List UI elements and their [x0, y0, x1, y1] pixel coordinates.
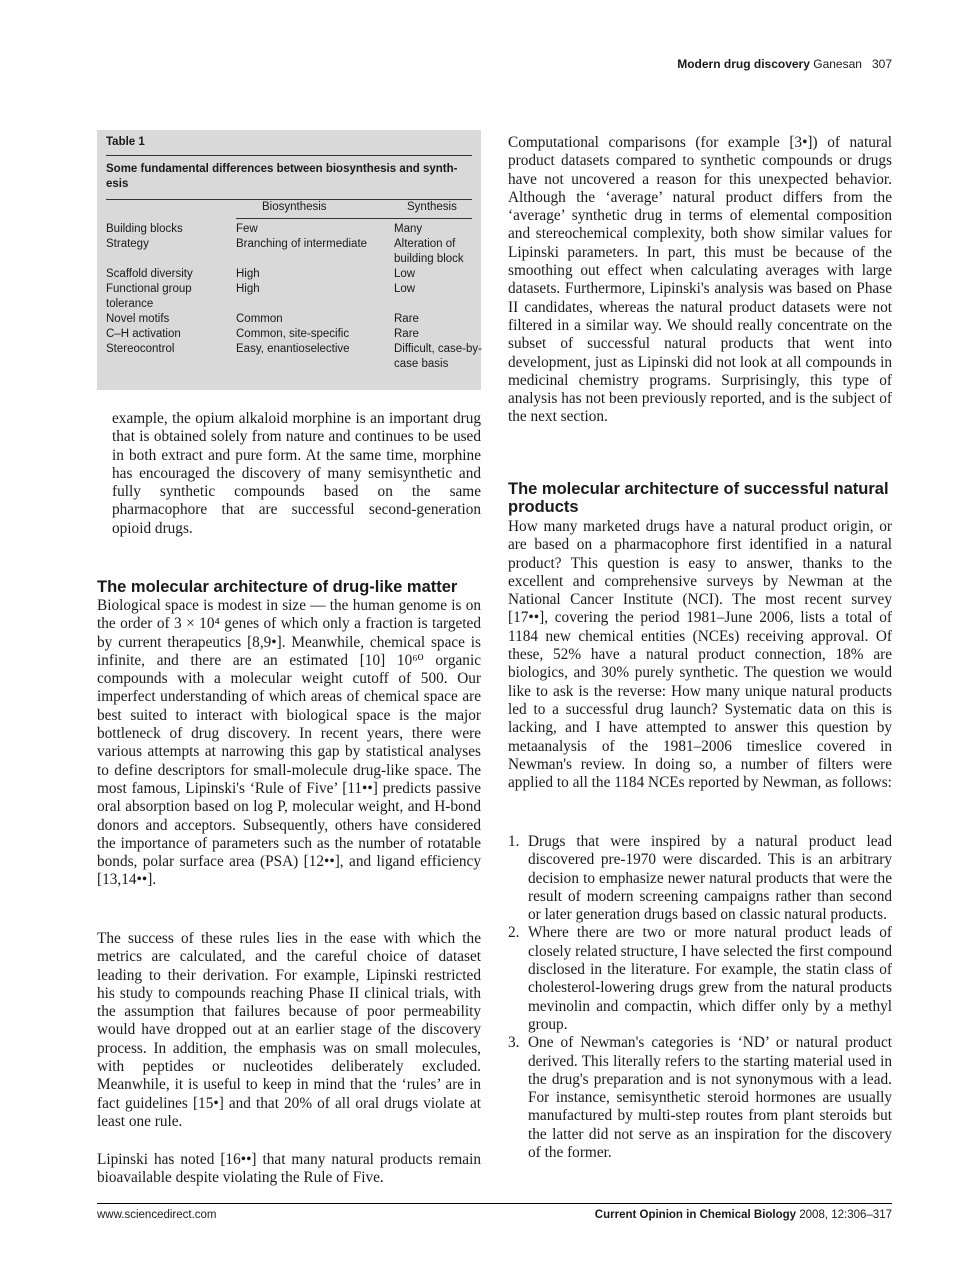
table-cell: Stereocontrol: [106, 343, 175, 355]
table-cell: C–H activation: [106, 328, 181, 340]
table-cell: Scaffold diversity: [106, 268, 193, 280]
table-cell: Many: [394, 223, 423, 235]
footer-citation-block: [595, 1209, 892, 1221]
table-col-header: Synthesis: [407, 201, 457, 213]
table-cell: Common, site-specific: [236, 328, 350, 340]
table-cell: Functional group tolerance: [106, 283, 192, 310]
table-cell: Low: [394, 268, 416, 280]
body-paragraph: Computational comparisons (for example [3•]) of natural product datasets compared to synthetic compounds or drugs have not uncovered a reason for this unexpected behavior. Although the ‘average’ natural product differs from the ‘average’ synthetic drug in terms of elemental composition and stereochemical complexity, both show similar values for Lipinski parameters. In part, this must be because of the smoothing out effect when calculating averages with large datasets. Furthermore, Lipinski's analysis was based on Phase II candidates, whereas the natural product datasets were not filtered in a similar way. We should really concentrate on the subset of successful natural products that went into development, just as Lipinski did not look at all compounds in medicinal chemistry programs. Surprisingly, this type of analysis has not been previously reported, and is the subject of the next section.: [508, 134, 892, 426]
table-cell: Low: [394, 283, 416, 295]
section-heading: The molecular architecture of drug-like matter: [97, 578, 458, 596]
list-text: One of Newman's categories is ‘ND’ or natural product derived. This literally refers to the starting material used in the drug's preparation and is not synonymous with a lead. For instance, semisynthetic steroid hormones are usually manufactured by multi-step routes from plant steroids but the latter did not serve as an inspiration for the discovery of the former.: [528, 1034, 892, 1162]
table-cell: Easy, enantioselective: [236, 343, 350, 355]
table-cell: Rare: [394, 313, 419, 325]
section-heading: The molecular architecture of successful natural products: [508, 480, 889, 516]
list-number: 1.: [508, 833, 520, 850]
list-item: [508, 833, 892, 924]
table-cell: Few: [236, 223, 258, 235]
table-label: Table 1: [106, 136, 145, 148]
list-number: 3.: [508, 1034, 520, 1052]
left-section-heading-block: [97, 578, 481, 596]
footer-rule: [97, 1203, 892, 1204]
list-item: [508, 1034, 892, 1162]
footer-url[interactable]: www.sciencedirect.com: [97, 1209, 217, 1221]
table-rule-top: [106, 155, 472, 156]
list-text: Where there are two or more natural product leads of closely related structure, I have selected the first compound disclosed in the literature. For example, the statin class of cholesterol-lowering drugs grew from the natural products mevinolin and compactin, which differ only by a methyl group.: [528, 924, 893, 1033]
journal-citation: 2008, 12:306–317: [799, 1209, 892, 1221]
intro-paragraph: example, the opium alkaloid morphine is an important drug that is obtained solely from nature and continues to be used in both extract and pure form. At the same time, morphine has encouraged the discovery of many semisynthetic and fully synthetic compounds based on the same pharmacophore that are successful second-generation opioid drugs.: [112, 410, 481, 537]
table-cell: Common: [236, 313, 283, 325]
list-number: 2.: [508, 924, 520, 942]
right-body-block: [508, 134, 892, 427]
table-col-header: Biosynthesis: [262, 201, 327, 213]
right-body-block-2: [508, 518, 892, 792]
filter-list-block: [508, 833, 892, 1162]
page-number: 307: [871, 57, 892, 71]
filter-list: [508, 833, 892, 1162]
running-title: Modern drug discovery: [677, 57, 810, 71]
table-rule-caption: [106, 199, 472, 200]
body-paragraph: The success of these rules lies in the ease with which the metrics are calculated, and the careful choice of dataset leading to their derivation. For example, Lipinski restricted his study to compounds reaching Phase II clinical trials, with the assumption that failures because of poor permeability would have dropped out at an earlier stage of the discovery process. In addition, the emphasis was on small molecules, with peptides or nucleotides deliberately excluded. Meanwhile, it is useful to keep in mind that the ‘rules’ are in fact guidelines [15•] and that 20% of all oral drugs violate at least one rule.: [97, 930, 481, 1130]
table-cell: Strategy: [106, 238, 149, 250]
table-caption: Some fundamental differences between biosynthesis and synth-esis: [106, 163, 458, 190]
table-cell: Rare: [394, 328, 419, 340]
body-paragraph: Biological space is modest in size — the human genome is on the order of 3 × 10⁴ genes of which only a fraction is targeted by current therapeutics [8,9•]. Meanwhile, chemical space is infinite, and there are an estimated [10] 10⁶⁰ organic compounds with a molecular weight cutoff of 500. Our imperfect understanding of which areas of chemical space are best suited to interact with biological space is the major bottleneck of drug discovery. In recent years, there were various attempts at narrowing this gap by statistical analyses to define descriptors for small-molecule drug-like space. The most famous, Lipinski's ‘Rule of Five’ [11••] predicts passive oral absorption based on log P, molecular weight, and H-bond donors and acceptors. Subsequently, others have considered the importance of parameters such as the number of rotatable bonds, polar surface area (PSA) [12••], and ligand efficiency [13,14••].: [97, 597, 481, 889]
table-1: [97, 130, 481, 390]
body-paragraph: How many marketed drugs have a natural product origin, or are based on a pharmacophore first identified in a natural product? This question is easy to answer, thanks to the excellent and comprehensive surveys by Newman at the National Cancer Institute (NCI). The most recent survey [17••], covering the period 1981–June 2006, lists a total of 1184 new chemical entities (NCEs) receiving approval. Of these, 52% have a natural product connection, 18% are biologics, and 30% purely synthetic. The question we would like to ask is the reverse: How many unique natural products led to a successful drug launch? Systematic data on this is lacking, and I have attempted to answer this question by metaanalysis of the 1981–2006 timeslice covered in Newman's review. In doing so, a number of filters were applied to all the 1184 NCEs reported by Newman, as follows:: [508, 518, 892, 792]
journal-name: Current Opinion in Chemical Biology: [594, 1209, 797, 1221]
left-body-block-3: [97, 1151, 481, 1188]
running-author: Ganesan: [813, 57, 862, 71]
table-cell: High: [236, 268, 260, 280]
table-rule-header: [236, 218, 472, 219]
list-text: Drugs that were inspired by a natural product lead discovered pre-1970 were discarded. This is an arbitrary decision to emphasize newer natural products that were the result of modern screening campaigns rather than second or later generation drugs based on classic natural products.: [528, 833, 892, 924]
table-cell: Alteration of building block: [394, 238, 464, 265]
table-cell: Difficult, case-by-case basis: [394, 343, 482, 370]
table-cell: High: [236, 283, 260, 295]
left-intro-block: [112, 410, 481, 538]
left-body-block-2: [97, 930, 481, 1131]
running-header: [677, 57, 892, 71]
body-paragraph: Lipinski has noted [16••] that many natural products remain bioavailable despite violating the Rule of Five.: [97, 1151, 481, 1187]
left-body-block: [97, 597, 481, 890]
table-cell: Building blocks: [106, 223, 183, 235]
right-section-heading-block: [508, 480, 892, 516]
list-item: [508, 924, 892, 1034]
table-cell: Branching of intermediate: [236, 238, 368, 250]
table-cell: Novel motifs: [106, 313, 170, 325]
